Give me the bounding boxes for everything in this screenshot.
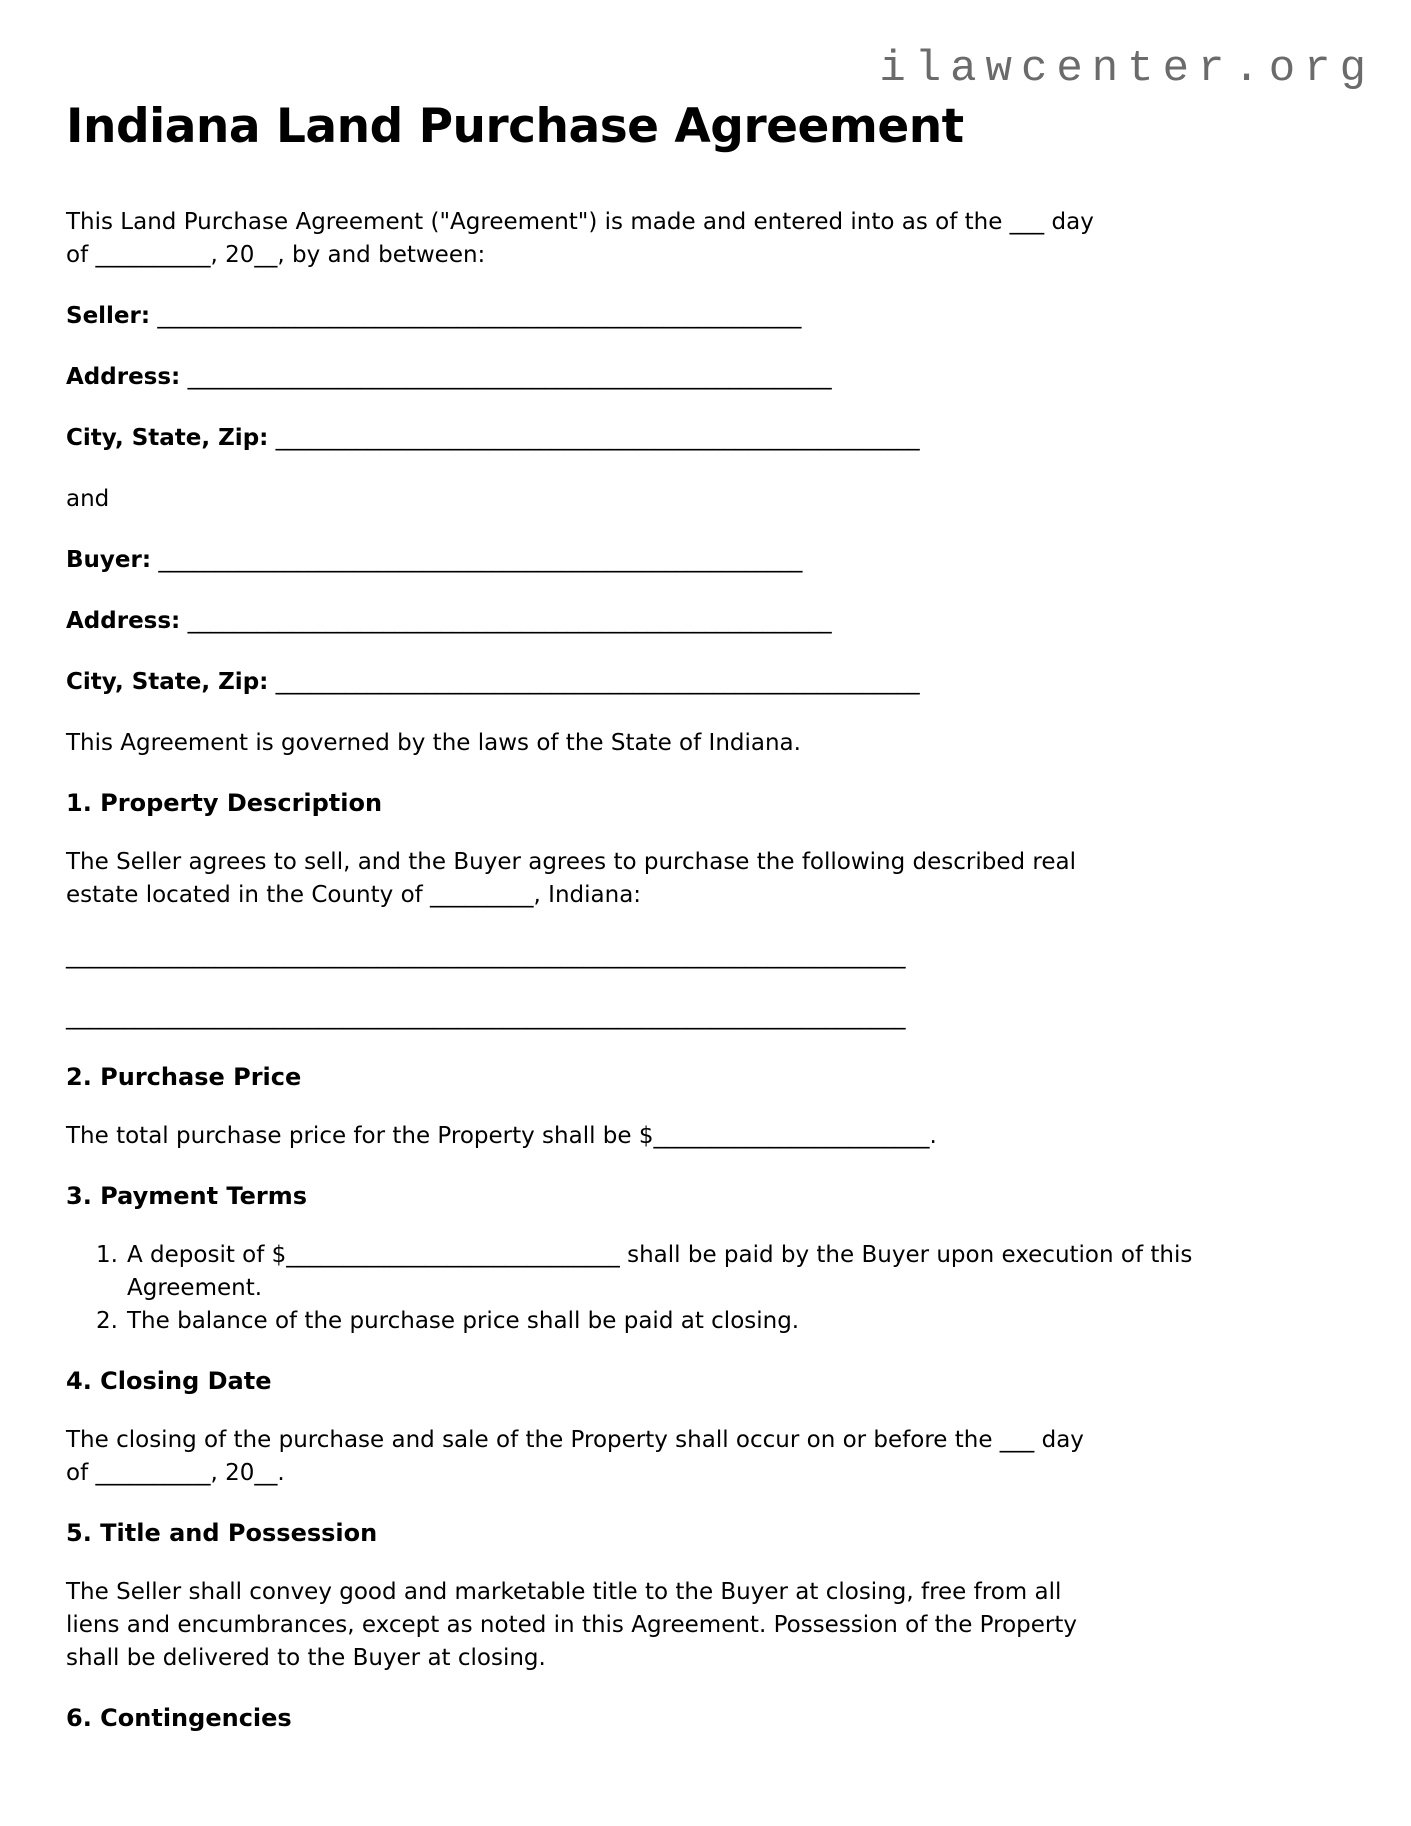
closing-date-line-2: of __________, 20__. bbox=[66, 1460, 285, 1486]
site-logo: ilawcenter.org bbox=[879, 44, 1375, 94]
buyer-field bbox=[66, 544, 1345, 577]
payment-terms-item-1-text bbox=[127, 1239, 1192, 1305]
intro-paragraph bbox=[66, 206, 1345, 272]
buyer-city-state-zip-blank-line: ________________________________________________________ bbox=[275, 669, 920, 695]
seller-city-state-zip-label: City, State, Zip: bbox=[66, 425, 269, 451]
buyer-city-state-zip-field bbox=[66, 666, 1345, 699]
payment-terms-item-1-number: 1. bbox=[96, 1242, 118, 1268]
property-description-blank-line-2: _________________________________________________________________________ bbox=[66, 1004, 906, 1030]
buyer-address-field bbox=[66, 605, 1345, 638]
intro-line-1: This Land Purchase Agreement ("Agreement") is made and entered into as of the ___ day bbox=[66, 209, 1094, 235]
intro-line-2: of __________, 20__, by and between: bbox=[66, 242, 486, 268]
seller-field bbox=[66, 300, 1345, 333]
payment-terms-item-1-line-1: A deposit of $_____________________________ shall be paid by the Buyer upon execution of this bbox=[127, 1242, 1193, 1268]
document-title: Indiana Land Purchase Agreement bbox=[66, 99, 964, 154]
property-description-line-1: The Seller agrees to sell, and the Buyer agrees to purchase the following described real bbox=[66, 849, 1077, 875]
buyer-label: Buyer: bbox=[66, 547, 152, 573]
seller-city-state-zip-blank-line: ________________________________________________________ bbox=[275, 425, 920, 451]
seller-address-label: Address: bbox=[66, 364, 181, 390]
payment-terms-item-2-line-1: The balance of the purchase price shall be paid at closing. bbox=[127, 1308, 800, 1334]
buyer-address-blank-line: ________________________________________________________ bbox=[187, 608, 832, 634]
payment-terms-item-2-number: 2. bbox=[96, 1308, 118, 1334]
property-description-paragraph bbox=[66, 846, 1345, 912]
section-heading-purchase-price: 2. Purchase Price bbox=[66, 1063, 302, 1091]
section-heading-property-description: 1. Property Description bbox=[66, 789, 383, 817]
seller-city-state-zip-field bbox=[66, 422, 1345, 455]
payment-terms-list bbox=[66, 1239, 1345, 1338]
seller-blank-line: ________________________________________________________ bbox=[157, 303, 802, 329]
title-and-possession-line-3: shall be delivered to the Buyer at closing. bbox=[66, 1645, 546, 1671]
section-heading-contingencies: 6. Contingencies bbox=[66, 1704, 292, 1732]
section-heading-title-and-possession: 5. Title and Possession bbox=[66, 1519, 378, 1547]
closing-date-line-1: The closing of the purchase and sale of the Property shall occur on or before the ___ day bbox=[66, 1427, 1084, 1453]
governing-law-text: This Agreement is governed by the laws of the State of Indiana. bbox=[66, 730, 801, 756]
buyer-blank-line: ________________________________________________________ bbox=[158, 547, 803, 573]
title-and-possession-paragraph bbox=[66, 1576, 1345, 1675]
payment-terms-item-2 bbox=[96, 1305, 1345, 1338]
payment-terms-item-1-line-2: Agreement. bbox=[127, 1275, 263, 1301]
payment-terms-item-2-text bbox=[127, 1305, 799, 1338]
seller-address-blank-line: ________________________________________________________ bbox=[187, 364, 832, 390]
buyer-address-label: Address: bbox=[66, 608, 181, 634]
seller-address-field bbox=[66, 361, 1345, 394]
property-description-line-2: estate located in the County of _________, Indiana: bbox=[66, 882, 642, 908]
payment-terms-item-1 bbox=[96, 1239, 1345, 1305]
property-description-blank-line-1: _________________________________________________________________________ bbox=[66, 943, 906, 969]
title-and-possession-line-1: The Seller shall convey good and marketable title to the Buyer at closing, free from all bbox=[66, 1579, 1062, 1605]
buyer-city-state-zip-label: City, State, Zip: bbox=[66, 669, 269, 695]
seller-label: Seller: bbox=[66, 303, 151, 329]
parties-conjunction: and bbox=[66, 486, 110, 512]
title-and-possession-line-2: liens and encumbrances, except as noted in this Agreement. Possession of the Property bbox=[66, 1612, 1077, 1638]
section-heading-payment-terms: 3. Payment Terms bbox=[66, 1182, 308, 1210]
closing-date-paragraph bbox=[66, 1424, 1345, 1490]
section-heading-closing-date: 4. Closing Date bbox=[66, 1367, 272, 1395]
purchase-price-paragraph: The total purchase price for the Property shall be $________________________. bbox=[66, 1123, 937, 1149]
